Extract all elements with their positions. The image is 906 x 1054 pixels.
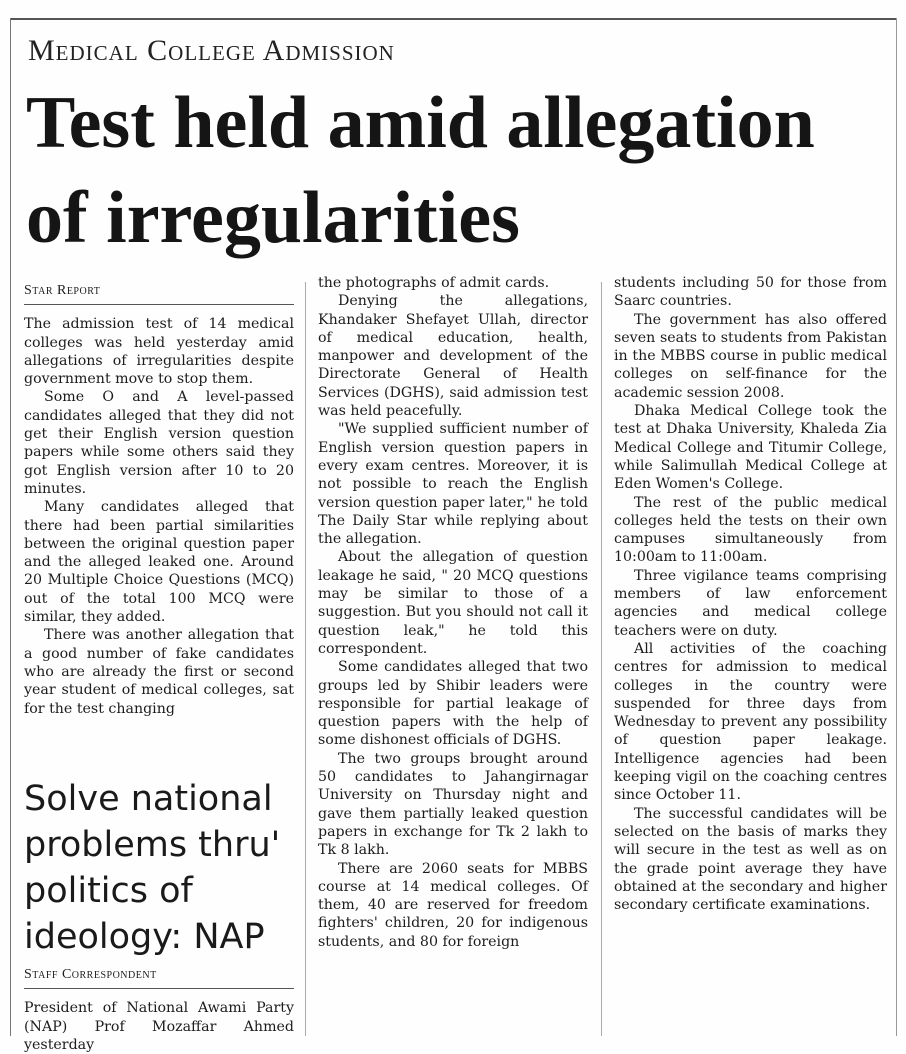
paragraph: About the allegation of question leakage he said, " 20 MCQ questions may be similar to those of a suggestion. But you should not call it question leak," he told this correspondent. bbox=[318, 549, 588, 657]
second-article-column bbox=[24, 966, 294, 1054]
paragraph: The rest of the public medical colleges held the tests on their own campuses simultaneously from 10:00am to 11:00am. bbox=[614, 494, 887, 566]
paragraph: The admission test of 14 medical colleges was held yesterday amid allegations of irregularities despite government move to stop them. bbox=[24, 316, 294, 388]
paragraph: Dhaka Medical College took the test at Dhaka University, Khaleda Zia Medical College and Titumir College, while Salimullah Medical College at Eden Women's College. bbox=[614, 403, 887, 493]
byline-rule bbox=[24, 988, 294, 989]
article-kicker: Medical College Admission bbox=[28, 34, 395, 67]
paragraph: There was another allegation that a good number of fake candidates who are already the first or second year student of medical colleges, sat for the test changing bbox=[24, 627, 294, 717]
article-headline: Test held amid allegation of irregularities bbox=[26, 82, 815, 259]
column-divider bbox=[305, 282, 306, 1036]
paragraph: The two groups brought around 50 candidates to Jahangirnagar University on Thursday night and gave them partially leaked question papers in exchange for Tk 2 lakh to Tk 8 lakh. bbox=[318, 750, 588, 859]
article-column-3 bbox=[614, 274, 887, 914]
second-article-headline: Solve national problems thru' politics of ideology: NAP bbox=[24, 779, 281, 957]
paragraph: "We supplied sufficient number of English version question papers in every exam centres. Moreover, it is not possible to reach the English version question paper later," he told The Daily Star while replying about the allegation. bbox=[318, 421, 588, 548]
top-rule bbox=[10, 18, 896, 20]
second-article-byline: Staff Correspondent bbox=[24, 967, 157, 982]
article-byline: Star Report bbox=[24, 283, 101, 298]
article-column-1 bbox=[24, 282, 294, 718]
paragraph: All activities of the coaching centres for admission to medical colleges in the country were suspended for three days from Wednesday to prevent any possibility of question paper leakage. Intelligence agencies had been keeping vigil on the coaching centres since October 11. bbox=[614, 640, 887, 804]
right-border bbox=[896, 18, 897, 1036]
column-divider bbox=[601, 282, 602, 1036]
paragraph: Some O and A level-passed candidates alleged that they did not get their English version question papers while some others said they got English version after 10 to 20 minutes. bbox=[24, 389, 294, 497]
paragraph: Many candidates alleged that there had been partial similarities between the original question paper and the alleged leaked one. Around 20 Multiple Choice Questions (MCQ) out of the total 100 MCQ were similar, they added. bbox=[24, 499, 294, 626]
paragraph: students including 50 for those from Saarc countries. bbox=[614, 275, 887, 310]
paragraph: the photographs of admit cards. bbox=[318, 275, 550, 291]
byline-rule bbox=[24, 304, 294, 305]
paragraph: Some candidates alleged that two groups led by Shibir leaders were responsible for partial leakage of question papers with the help of some dishonest officials of DGHS. bbox=[318, 659, 588, 749]
article-column-2 bbox=[318, 274, 588, 951]
paragraph: Denying the allegations, Khandaker Shefayet Ullah, director of medical education, health, manpower and development of the Directorate General of Health Services (DGHS), said admission test was held peacefully. bbox=[318, 293, 588, 420]
paragraph: Three vigilance teams comprising members of law enforcement agencies and medical college teachers were on duty. bbox=[614, 567, 887, 639]
paragraph: There are 2060 seats for MBBS course at 14 medical colleges. Of them, 40 are reserved for freedom fighters' children, 20 for indigenous students, and 80 for foreign bbox=[318, 860, 588, 950]
paragraph: The successful candidates will be selected on the basis of marks they will secure in the test as well as on the grade point average they have obtained at the secondary and higher secondary certificate examinations. bbox=[614, 805, 887, 914]
paragraph: President of National Awami Party (NAP) Prof Mozaffar Ahmed yesterday bbox=[24, 1000, 294, 1053]
left-border bbox=[10, 18, 11, 1036]
paragraph: The government has also offered seven seats to students from Pakistan in the MBBS course in public medical colleges on self-finance for the academic session 2008. bbox=[614, 311, 887, 401]
